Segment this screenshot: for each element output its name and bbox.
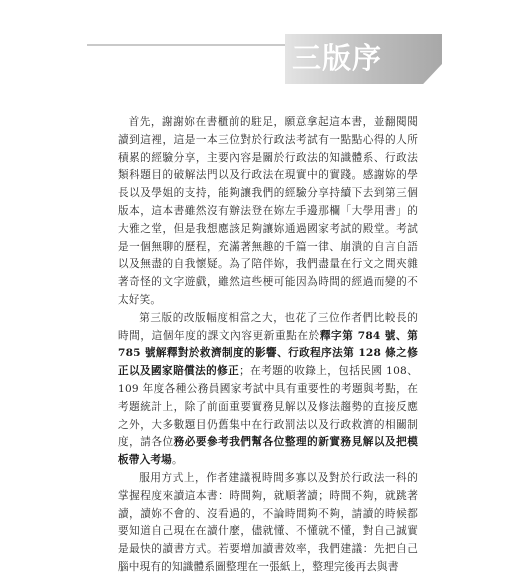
paragraph-2-intro: 第三版的改版幅度相當之大，也花了三位作者們比較長的時間，這個年度的課文內容更新重點在於 [118, 311, 418, 342]
preface-body [118, 114, 418, 577]
paragraph-1: 首先，謝謝妳在書櫃前的駐足，願意拿起這本書，並翻閱閱讀到這裡，這是一本三位對於行政法考試有一點點心得的人所積累的經驗分享，主要內容是關於行政法的知識體系、行政法類科題目的破解法門以及行政法在現實中的實踐。感謝妳的學長以及學姐的支持，能夠讓我們的經驗分享持續下去到第三個版本，這本書雖然沒有辦法登在妳左手邊那欄「大學用書」的大雅之堂，但是我想應該足夠讓妳通過國家考試的殿堂。考試是一個無聊的歷程，充滿著無趣的千篇一律、崩潰的自言自語以及無盡的自我懷疑。為了陪伴妳，我們盡量在行文之間夾雜著奇怪的文字遊戲，雖然這些梗可能因為時間的經過而變的不太好笑。 [118, 116, 418, 306]
paragraph-2 [118, 310, 418, 470]
paragraph-3: 服用方式上，作者建議視時間多寡以及對於行政法一科的掌握程度來讀這本書：時間夠，就順著讀；時間不夠，就跳著讀，讀妳不會的、沒看過的，不論時間夠不夠，請讀的時候都要知道自己現在在讀什麼，儘就懂、不懂就不懂，對自己誠實是最快的讀書方式。若要增加讀書效率，我們建議：先把自己腦中現有的知識體系圖整理在一張紙上，整理完後再去與書 [118, 471, 418, 573]
paragraph-2-middle: ；在考題的收錄上，包括民國 108、109 年度各種公務員國家考試中具有重要性的考題與考點，在考題統計上，除了前面重要實務見解以及修法趨勢的直接反應之外，大多數題目仍舊集中在行政罰法以及行政救濟的相關制度，請各位 [118, 365, 418, 449]
paragraph-2-end: 。 [171, 454, 183, 467]
section-title: 三版序 [292, 41, 383, 75]
paragraph-2-bold-advice: 務必要參考我們幫各位整理的新實務見解以及把模板帶入考場 [118, 436, 419, 467]
paragraph-2-bold-highlight: 釋字第 784 號、第 785 號解釋對於救濟制度的影響、行政程序法第 128 條之修正以及國家賠償法的修正 [118, 329, 418, 378]
